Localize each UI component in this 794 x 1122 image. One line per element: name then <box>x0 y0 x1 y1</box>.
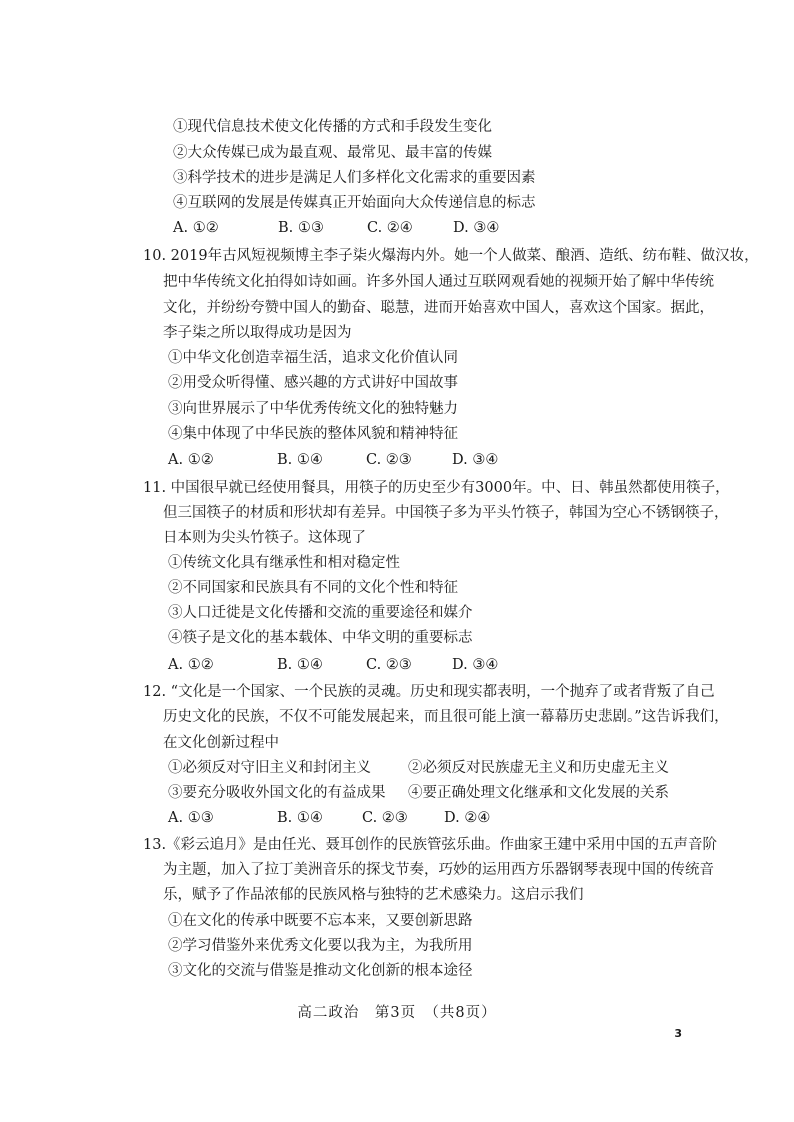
q10-item-2: ②用受众听得懂、感兴趣的方式讲好中国故事 <box>168 375 458 391</box>
q11-stem-line-1: 11. 中国很早就已经使用餐具，用筷子的历史至少有3000年。中、日、韩虽然都使用筷子， <box>143 480 730 496</box>
q12-stem-line-2: 历史文化的民族，不仅不可能发展起来，而且很可能上演一幕幕历史悲剧。”这告诉我们， <box>163 709 729 725</box>
q10-option-b: B. ①④ <box>277 452 323 468</box>
page-number: 3 <box>674 1027 682 1040</box>
q10-stem-line-4: 李子柒之所以取得成功是因为 <box>163 325 352 341</box>
q9-item-2: ②大众传媒已成为最直观、最常见、最丰富的传媒 <box>173 145 492 161</box>
q9-item-1: ①现代信息技术使文化传播的方式和手段发生变化 <box>173 119 492 135</box>
q12-option-b: B. ①④ <box>277 810 323 826</box>
q12-stem-line-3: 在文化创新过程中 <box>163 735 279 751</box>
q9-option-a: A. ①② <box>173 220 219 236</box>
q12-item-3: ③要充分吸收外国文化的有益成果 <box>168 785 386 801</box>
q10-item-4: ④集中体现了中华民族的整体风貌和精神特征 <box>168 426 458 442</box>
q11-option-b: B. ①④ <box>277 657 323 673</box>
q11-option-a: A. ①② <box>168 657 214 673</box>
q10-stem-line-2: 把中华传统文化拍得如诗如画。许多外国人通过互联网观看她的视频开始了解中华传统 <box>163 274 714 290</box>
q12-item-2: ②必须反对民族虚无主义和历史虚无主义 <box>408 760 669 776</box>
q11-item-4: ④筷子是文化的基本载体、中华文明的重要标志 <box>168 630 473 646</box>
q12-option-c: C. ②③ <box>362 810 408 826</box>
q11-item-3: ③人口迁徙是文化传播和交流的重要途径和媒介 <box>168 605 473 621</box>
q13-stem-line-2: 为主题，加入了拉丁美洲音乐的探戈节奏，巧妙的运用西方乐器钢琴表现中国的传统音 <box>163 862 714 878</box>
q12-item-4: ④要正确处理文化继承和文化发展的关系 <box>408 785 669 801</box>
q10-option-c: C. ②③ <box>366 452 412 468</box>
q9-item-3: ③科学技术的进步是满足人们多样化文化需求的重要因素 <box>173 170 536 186</box>
q12-option-d: D. ②④ <box>444 810 491 826</box>
q13-item-2: ②学习借鉴外来优秀文化要以我为主，为我所用 <box>168 938 473 954</box>
q10-stem-line-1: 10. 2019年古风短视频博主李子柒火爆海内外。她一个人做菜、酿酒、造纸、纺布鞋、做汉妆， <box>143 248 759 264</box>
q9-option-d: D. ③④ <box>453 220 500 236</box>
q11-option-d: D. ③④ <box>452 657 499 673</box>
q11-option-c: C. ②③ <box>366 657 412 673</box>
q10-item-3: ③向世界展示了中华优秀传统文化的独特魅力 <box>168 401 458 417</box>
q11-item-2: ②不同国家和民族具有不同的文化个性和特征 <box>168 580 458 596</box>
q13-stem-line-1: 13.《彩云追月》是由任光、聂耳创作的民族管弦乐曲。作曲家王建中采用中国的五声音阶 <box>143 837 718 853</box>
q10-option-d: D. ③④ <box>452 452 499 468</box>
q9-item-4: ④互联网的发展是传媒真正开始面向大众传递信息的标志 <box>173 195 536 211</box>
q12-option-a: A. ①③ <box>168 810 214 826</box>
q11-stem-line-3: 日本则为尖头竹筷子。这体现了 <box>163 530 366 546</box>
q10-item-1: ①中华文化创造幸福生活，追求文化价值认同 <box>168 350 458 366</box>
q10-option-a: A. ①② <box>168 452 214 468</box>
q11-item-1: ①传统文化具有继承性和相对稳定性 <box>168 555 400 571</box>
q10-stem-line-3: 文化，并纷纷夸赞中国人的勤奋、聪慧，进而开始喜欢中国人，喜欢这个国家。据此， <box>163 300 714 316</box>
q9-option-c: C. ②④ <box>367 220 413 236</box>
q9-option-b: B. ①③ <box>278 220 324 236</box>
q13-item-1: ①在文化的传承中既要不忘本来，又要创新思路 <box>168 913 473 929</box>
q13-stem-line-3: 乐，赋予了作品浓郁的民族风格与独特的艺术感染力。这启示我们 <box>163 887 584 903</box>
q13-item-3: ③文化的交流与借鉴是推动文化创新的根本途径 <box>168 963 473 979</box>
q12-item-1: ①必须反对守旧主义和封闭主义 <box>168 760 371 776</box>
q11-stem-line-2: 但三国筷子的材质和形状却有差异。中国筷子多为平头竹筷子，韩国为空心不锈钢筷子， <box>163 505 729 521</box>
page-footer: 高二政治 第3页 （共8页） <box>297 1005 497 1021</box>
q12-stem-line-1: 12. “文化是一个国家、一个民族的灵魂。历史和现实都表明，一个抛弃了或者背叛了自己 <box>143 684 715 700</box>
